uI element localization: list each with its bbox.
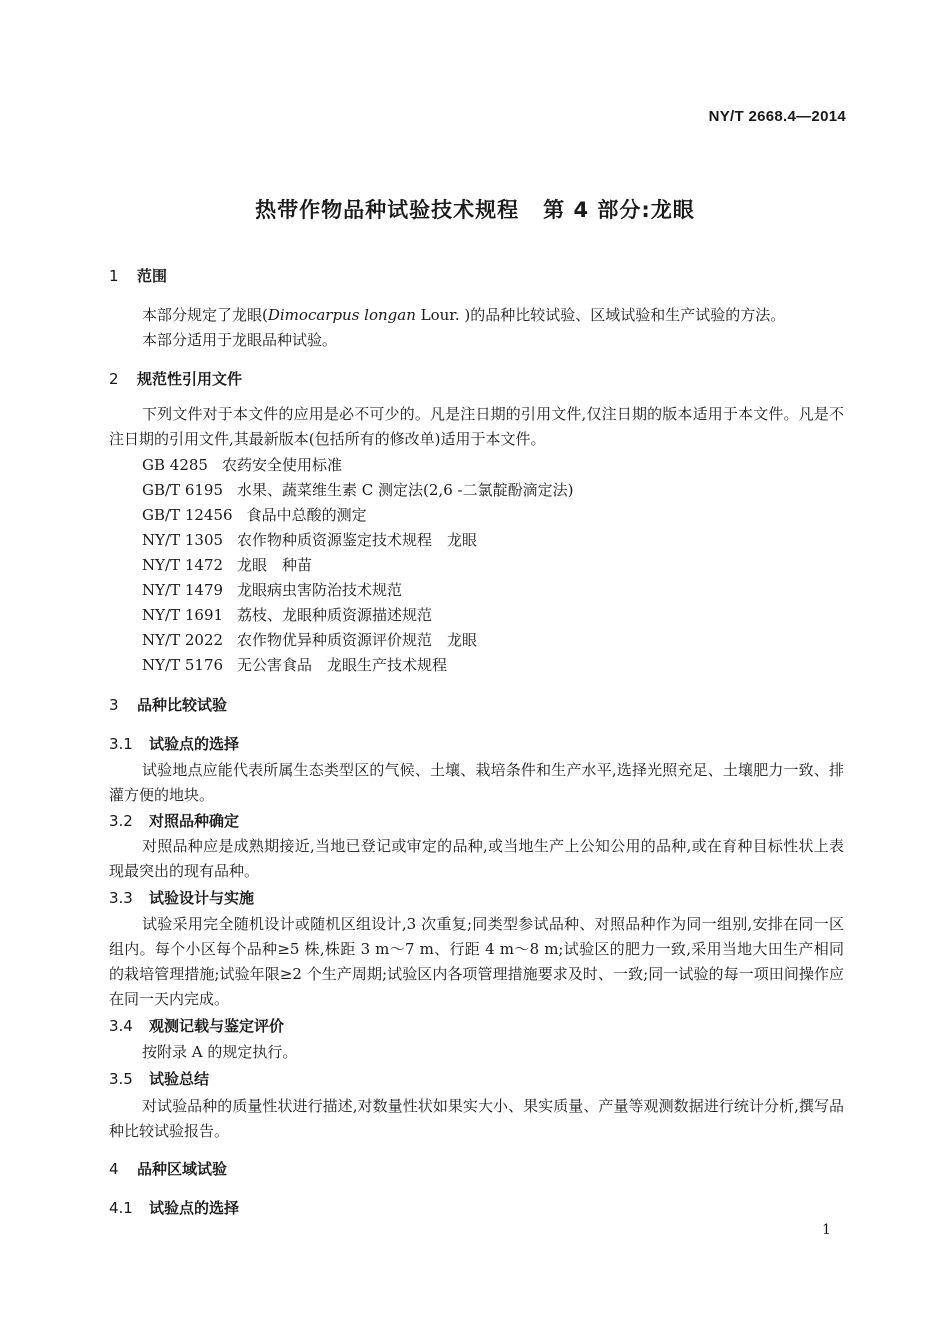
- title-part: 第 4 部分:龙眼: [543, 198, 695, 222]
- page-number: 1: [822, 1222, 831, 1238]
- section-1-paragraph-2: 本部分适用于龙眼品种试验。: [142, 331, 338, 349]
- subsection-3-4-heading: 3.4 观测记载与鉴定评价: [109, 1017, 285, 1035]
- latin-name: Dimocarpus longan: [267, 306, 416, 324]
- title-main: 热带作物品种试验技术规程: [255, 198, 520, 222]
- subsection-3-3-text: 试验采用完全随机设计或随机区组设计,3 次重复;同类型参试品种、对照品种作为同一组别,安排在同一区组内。每个小区每个品种≥5 株,株距 3 m～7 m、行距 4 m～8 m;试验区的肥力一致,采用当地大田生产相同的栽培管理措施;试验年限≥2 个生产周期;试验区内各项管理措施要求及时、一致;同一试验的每一项田间操作应在同一天内完成。: [109, 915, 844, 1008]
- subsection-3-2-text: 对照品种应是成熟期接近,当地已登记或审定的品种,或当地生产上公知公用的品种,或在育种目标性状上表现最突出的现有品种。: [109, 837, 844, 880]
- reference-item: NY/T 1472 龙眼 种苗: [142, 556, 313, 574]
- subsection-3-5-heading: 3.5 试验总结: [109, 1070, 210, 1088]
- standard-code: NY/T 2668.4—2014: [708, 108, 846, 125]
- reference-item: GB/T 6195 水果、蔬菜维生素 C 测定法(2,6 -二氯靛酚滴定法): [142, 481, 574, 499]
- subsection-4-1-heading: 4.1 试验点的选择: [109, 1199, 240, 1217]
- reference-item: NY/T 1691 荔枝、龙眼种质资源描述规范: [142, 606, 433, 624]
- subsection-3-1-text: 试验地点应能代表所属生态类型区的气候、土壤、栽培条件和生产水平,选择光照充足、土壤肥力一致、排灌方便的地块。: [109, 761, 844, 804]
- section-3-heading: 3 品种比较试验: [109, 696, 228, 714]
- reference-item: NY/T 5176 无公害食品 龙眼生产技术规程: [142, 656, 448, 674]
- section-1-paragraph-1: 本部分规定了龙眼(Dimocarpus longan Lour. )的品种比较试验、区域试验和生产试验的方法。: [142, 306, 786, 324]
- section-2-heading: 2 规范性引用文件: [109, 370, 243, 388]
- reference-item: NY/T 2022 农作物优异种质资源评价规范 龙眼: [142, 631, 478, 649]
- section-1-heading: 1 范围: [109, 267, 168, 285]
- subsection-3-4-text: 按附录 A 的规定执行。: [142, 1043, 298, 1061]
- section-2-intro: 下列文件对于本文件的应用是必不可少的。凡是注日期的引用文件,仅注日期的版本适用于本文件。凡是不注日期的引用文件,其最新版本(包括所有的修改单)适用于本文件。: [109, 405, 844, 448]
- subsection-3-5-text: 对试验品种的质量性状进行描述,对数量性状如果实大小、果实质量、产量等观测数据进行统计分析,撰写品种比较试验报告。: [109, 1097, 844, 1140]
- subsection-3-1-heading: 3.1 试验点的选择: [109, 735, 240, 753]
- document-title: [0, 194, 950, 224]
- reference-item: NY/T 1479 龙眼病虫害防治技术规范: [142, 581, 403, 599]
- reference-item: NY/T 1305 农作物种质资源鉴定技术规程 龙眼: [142, 531, 478, 549]
- subsection-3-3-heading: 3.3 试验设计与实施: [109, 889, 255, 907]
- reference-item: GB/T 12456 食品中总酸的测定: [142, 506, 367, 524]
- subsection-3-2-heading: 3.2 对照品种确定: [109, 812, 240, 830]
- reference-item: GB 4285 农药安全使用标准: [142, 456, 342, 474]
- section-4-heading: 4 品种区域试验: [109, 1160, 228, 1178]
